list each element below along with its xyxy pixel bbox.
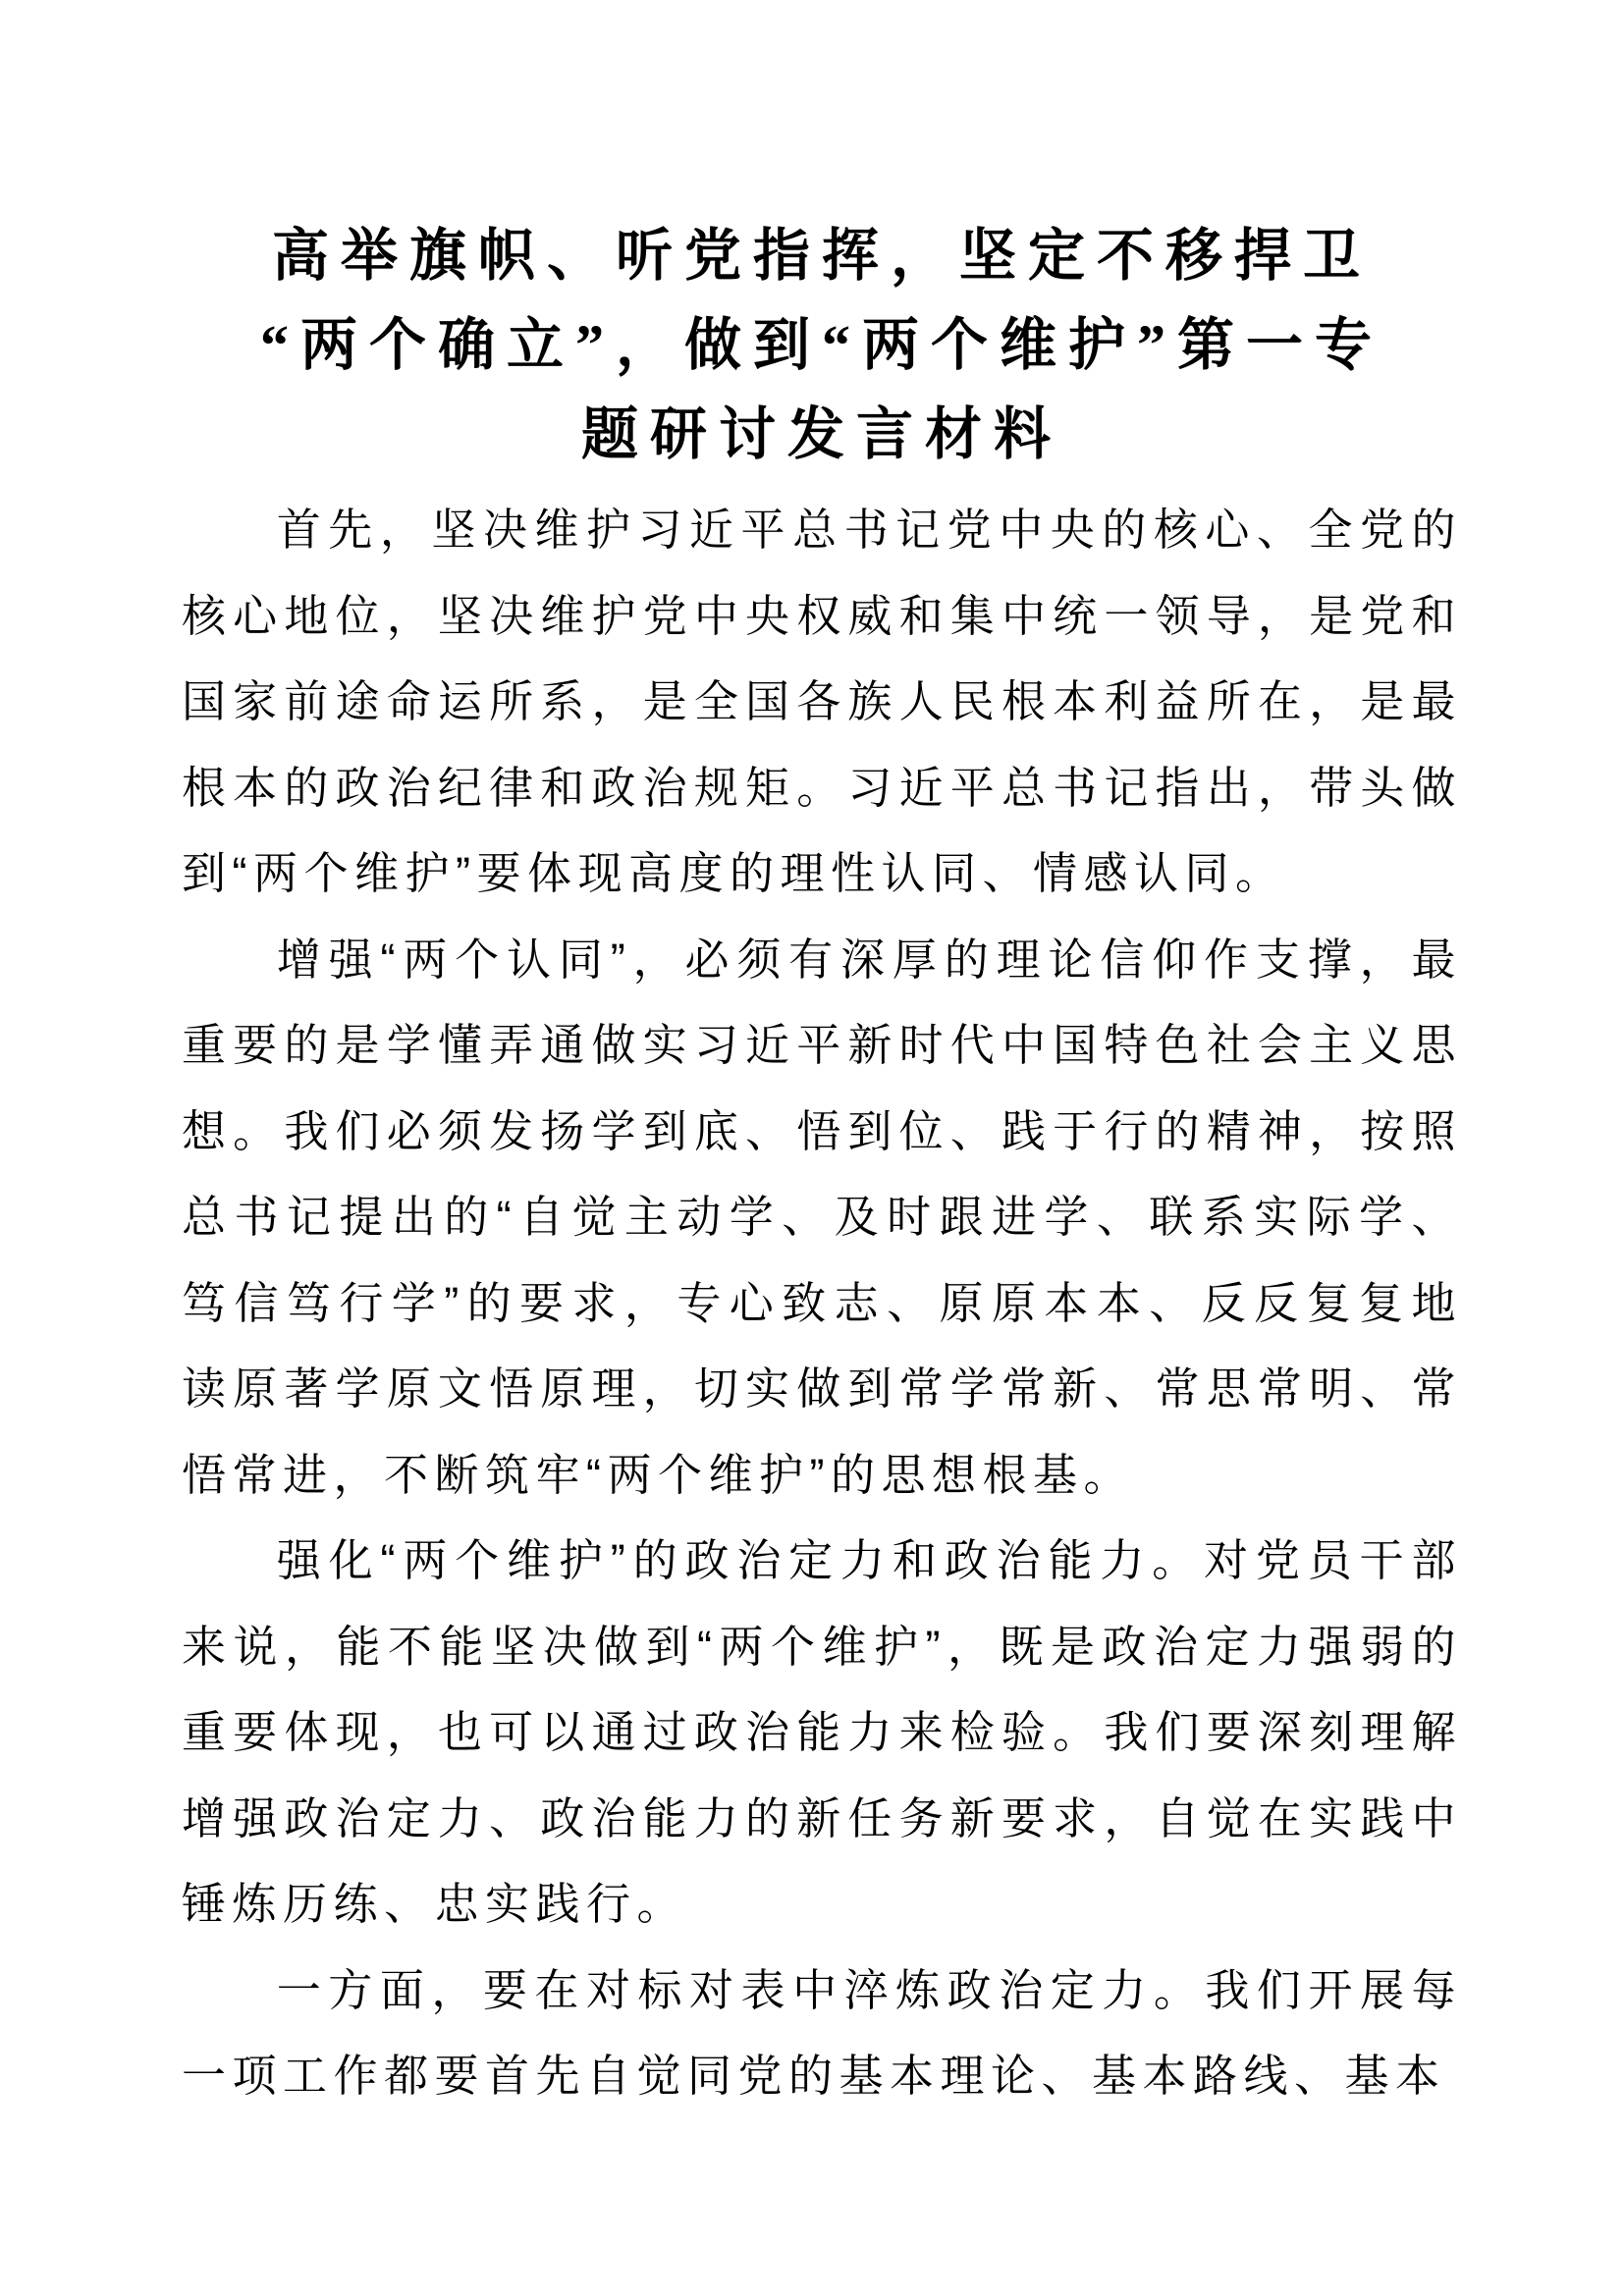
document-title-line-1: 高举旗帜、听党指挥，坚定不移捍卫 (271, 224, 1372, 288)
body-paragraph-3: 强化“两个维护”的政治定力和政治能力。对党员干部来说，能不能坚决做到“两个维护”，既是政治定力强弱的重要体现，也可以通过政治能力来检验。我们要深刻理解增强政治定力、政治能力的新任务新要求，自觉在实践中锤炼历练、忠实践行。 (182, 1535, 1462, 1929)
document-title-line-3: 题研讨发言材料 (580, 402, 1062, 466)
document-title-line-2: “两个确立”，做到“两个维护”第一专 (259, 313, 1383, 377)
body-paragraph-4: 一方面，要在对标对表中淬炼政治定力。我们开展每一项工作都要首先自觉同党的基本理论、基本路线、基本 (182, 1964, 1462, 2101)
document-title (182, 211, 1462, 479)
body-paragraph-1: 首先，坚决维护习近平总书记党中央的核心、全党的核心地位，坚决维护党中央权威和集中统一领导，是党和国家前途命运所系，是全国各族人民根本利益所在，是最根本的政治纪律和政治规矩。习近平总书记指出，带头做到“两个维护”要体现高度的理性认同、情感认同。 (182, 505, 1462, 898)
document-body (182, 487, 1462, 2119)
body-paragraph-2: 增强“两个认同”，必须有深厚的理论信仰作支撑，最重要的是学懂弄通做实习近平新时代中国特色社会主义思想。我们必须发扬学到底、悟到位、践于行的精神，按照总书记提出的“自觉主动学、及时跟进学、联系实际学、笃信笃行学”的要求，专心致志、原原本本、反反复复地读原著学原文悟原理，切实做到常学常新、常思常明、常悟常进，不断筑牢“两个维护”的思想根基。 (182, 934, 1462, 1500)
